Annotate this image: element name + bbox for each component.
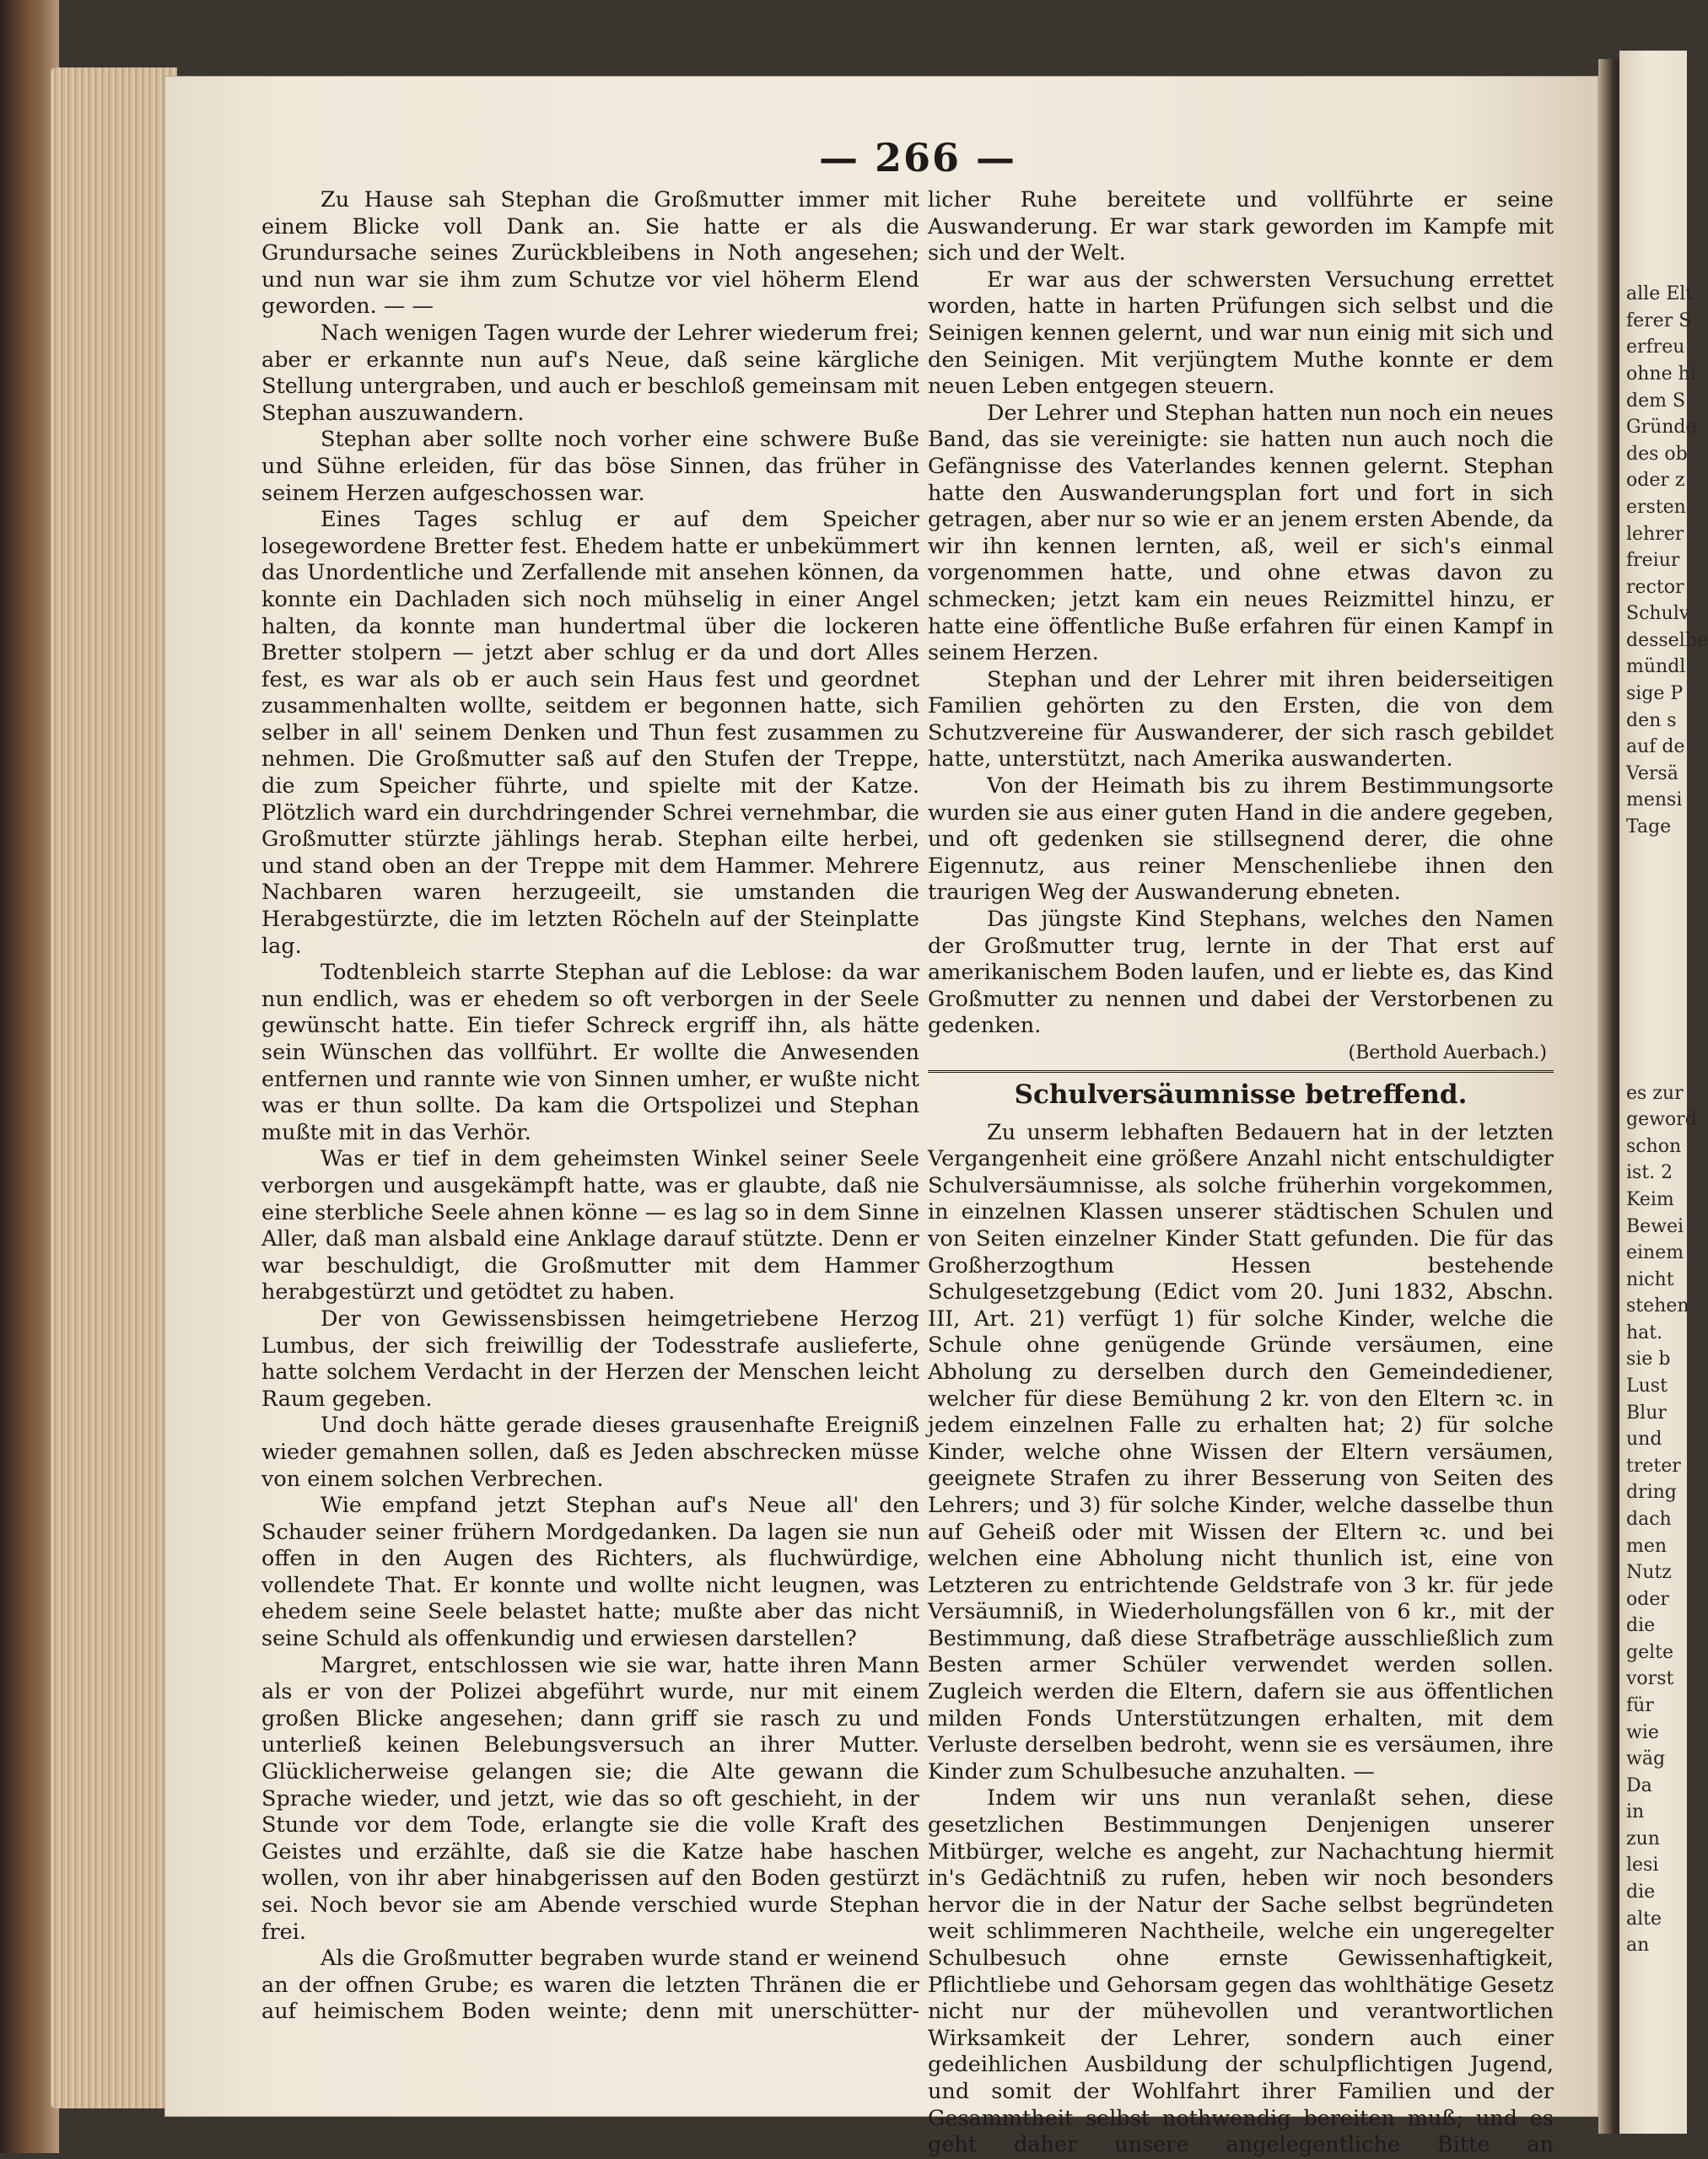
next-page-line: Schulv <box>1626 603 1690 624</box>
next-page-line: und <box>1626 1429 1662 1450</box>
next-page-line: freiur <box>1626 550 1680 571</box>
next-page-line: ohne hi <box>1626 363 1696 385</box>
page-edges <box>51 67 177 2108</box>
paragraph: Zu unserm lebhaften Bedauern hat in der letzten Vergangenheit eine größere Anzahl nicht entschuldigter Schulversäumnisse, als solche früherhin vorgekommen, in einzelnen Klassen unserer städtischen Schulen und von Seiten einzelner Kinder Statt gefunden. Die für das Großherzogthum Hessen bestehende Schulgesetzgebung (Edict vom 20. Juni 1832, Abschn. III, Art. 21) verfügt 1) für solche Kinder, welche die Schule ohne genügende Gründe versäumen, eine Abholung zu derselben durch den Gemeindediener, welcher für diese Bemühung 2 kr. von den Eltern ꝛc. in jedem einzelnen Falle zu erhalten hat; 2) für solche Kinder, welche ohne Wissen der Eltern versäumen, geeignete Strafen zu ihrer Besserung von Seiten des Lehrers; und 3) für solche Kinder, welche dasselbe thun auf Geheiß oder mit Wissen der Eltern ꝛc. und bei welchen eine Abholung nicht thunlich ist, eine von Letzteren zu entrichtende Geldstrafe von 3 kr. für jede Versäumniß, in Wiederholungsfällen von 6 kr., mit der Bestimmung, daß diese Strafbeträge ausschließlich zum Besten armer Schüler verwendet werden sollen. Zugleich werden die Eltern, dafern sie aus öffentlichen milden Fonds Unterstützungen erhalten, mit dem Verluste derselben bedroht, wenn sie es versäumen, ihre Kinder zum Schulbesuche anzuhalten. — <box>928 1119 1554 1785</box>
next-page-line: die <box>1626 1615 1656 1636</box>
paragraph: Eines Tages schlug er auf dem Speicher losegewordene Bretter fest. Ehedem hatte er unbekümmert das Unordentliche und Zerfallende mit ansehen können, da konnte ein Dachladen sich noch mühselig in einer Angel halten, da konnte man hundertmal über die lockeren Bretter stolpern — jetzt aber schlug er da und dort Alles fest, es war als ob er auch sein Haus fest und geordnet zusammenhalten wollte, seitdem er begonnen hatte, sich selber in all' seinem Denken und Thun fest zusammen zu nehmen. Die Großmutter saß auf den Stufen der Treppe, die zum Speicher führte, und spielte mit der Katze. Plötzlich ward ein durchdringender Schrei vernehmbar, die Großmutter stürzte jählings herab. Stephan eilte herbei, und stand oben an der Treppe mit dem Hammer. Mehrere Nachbaren waren herzugeeilt, sie umstanden die Herabgestürzte, die im letzten Röcheln auf der Steinplatte lag. <box>261 507 919 959</box>
next-page-line: oder z <box>1626 470 1685 491</box>
next-page-line: schon <box>1626 1136 1682 1157</box>
left-column <box>261 187 919 2026</box>
paragraph: Nach wenigen Tagen wurde der Lehrer wiederum frei; aber er erkannte nun auf's Neue, daß seine kärgliche Stellung untergraben, und auch er beschloß gemeinsam mit Stephan auszuwandern. <box>261 320 919 426</box>
next-page-line: Da <box>1626 1775 1652 1796</box>
paragraph: Der von Gewissensbissen heimgetriebene Herzog Lumbus, der sich freiwillig der Todesstrafe auslieferte, hatte solchem Verdacht in der Herzen der Menschen leicht Raum gegeben. <box>261 1306 919 1412</box>
next-page-line: Lust <box>1626 1376 1668 1397</box>
paragraph: Stephan aber sollte noch vorher eine schwere Buße und Sühne erleiden, für das böse Sinnen, das früher in seinem Herzen aufgeschossen war. <box>261 427 919 506</box>
next-page-line: Nutz <box>1626 1562 1672 1583</box>
next-page-line: es zur <box>1626 1083 1684 1104</box>
next-page-line: Gründe <box>1626 417 1697 438</box>
next-page-line: nicht <box>1626 1269 1674 1290</box>
next-page-line: erfreu <box>1626 337 1685 358</box>
next-page-line: dring <box>1626 1482 1677 1503</box>
next-page-line: zun <box>1626 1828 1660 1849</box>
next-page-line: in <box>1626 1801 1645 1822</box>
next-page-line: wie <box>1626 1722 1659 1743</box>
section-heading: Schulversäumnisse betreffend. <box>928 1070 1554 1115</box>
next-page-line: einem <box>1626 1242 1684 1263</box>
paragraph: Zu Hause sah Stephan die Großmutter immer mit einem Blicke voll Dank an. Sie hatte er als die Grundursache seines Zurückbleibens in Noth angesehen; und nun war sie ihm zum Schutze vor viel höherm Elend geworden. — — <box>261 187 919 320</box>
next-page-line: geword <box>1626 1109 1697 1130</box>
paragraph: Als die Großmutter begraben wurde stand er weinend an der offnen Grube; es waren die letzten Thränen die er auf heimischem Boden weinte; denn mit unerschütter- <box>261 1946 919 2025</box>
paragraph: Wie empfand jetzt Stephan auf's Neue all' den Schauder seiner frühern Mordgedanken. Da lagen sie nun offen in den Augen des Richters, als fluchwürdige, vollendete That. Er konnte und wollte nicht leugnen, was ehedem seine Seele belastet hatte; mußte aber das nicht seine Schuld als offenkundig und erwiesen darstellen? <box>261 1493 919 1652</box>
paragraph: Margret, entschlossen wie sie war, hatte ihren Mann als er von der Polizei abgeführt wurde, nur mit einem großen Blicke angesehen; dann griff sie rasch zu und unterließ keinen Belebungsversuch an ihrer Mutter. Glücklicherweise gelangen sie; die Alte gewann die Sprache wieder, und jetzt, wie das so oft geschieht, in der Stunde vor dem Tode, erlangte sie die volle Kraft des Geistes und erzählte, daß sie die Katze habe haschen wollen, von ihr aber hinabgerissen auf den Boden gestürzt sei. Noch bevor sie am Abende verschied wurde Stephan frei. <box>261 1652 919 1945</box>
paragraph: Das jüngste Kind Stephans, welches den Namen der Großmutter trug, lernte in der That erst auf amerikanischem Boden laufen, und er liebte es, das Kind Großmutter zu nennen und dabei der Verstorbenen zu gedenken. <box>928 907 1554 1039</box>
next-page-line: gelte <box>1626 1642 1673 1663</box>
next-page-line: dach <box>1626 1509 1672 1530</box>
author-attribution: (Berthold Auerbach.) <box>1348 1042 1547 1063</box>
next-page-line: ersten <box>1626 497 1686 518</box>
next-page-line: mensi <box>1626 789 1683 810</box>
section-body <box>928 1120 1554 2159</box>
next-page-line: alte <box>1626 1909 1662 1930</box>
next-page-line: des ob <box>1626 444 1688 465</box>
next-page-line: desselbe <box>1626 630 1708 651</box>
next-page-line: men <box>1626 1536 1668 1557</box>
next-page-line: Bewei <box>1626 1216 1684 1237</box>
next-page-line: Keim <box>1626 1189 1674 1210</box>
paragraph: Von der Heimath bis zu ihrem Bestimmungsorte wurden sie aus einer guten Hand in die andere gegeben, und oft gedenken sie stillsegnend derer, die ohne Eigennutz, aus reiner Menschenliebe ihnen den traurigen Weg der Auswanderung ebneten. <box>928 773 1554 906</box>
next-page-line: oder <box>1626 1589 1669 1610</box>
paragraph: Er war aus der schwersten Versuchung errettet worden, hatte in harten Prüfungen sich selbst und die Seinigen kennen gelernt, und war nun einig mit sich und den Seinigen. Mit verjüngtem Muthe konnte er dem neuen Leben entgegen steuern. <box>928 267 1554 400</box>
next-page-line: ferer S <box>1626 310 1692 331</box>
next-page-line: die <box>1626 1882 1656 1903</box>
next-page-line: Versä <box>1626 763 1678 784</box>
next-page-line: Blur <box>1626 1403 1667 1424</box>
story-continuation <box>928 187 1554 1040</box>
next-page-line: rector <box>1626 577 1684 598</box>
paragraph: Indem wir uns nun veranlaßt sehen, diese gesetzlichen Bestimmungen Denjenigen unserer Mitbürger, welche es angeht, zur Nachachtung hiermit in's Gedächtniß zu rufen, heben wir noch besonders hervor die in der Natur der Sache selbst begründeten weit schlimmeren Nachtheile, welche ein ungeregelter Schulbesuch ohne ernste Gewissenhaftigkeit, Pflichtliebe und Gehorsam gegen das wohlthätige Gesetz nicht nur der mühevollen und verantwortlichen Wirksamkeit der Lehrer, sondern auch einer gedeihlichen Ausbildung der schulpflichtigen Jugend, und somit der Wohlfahrt ihrer Familien und der Gesammtheit selbst nothwendig bereiten muß; und es geht daher unsere angelegentliche Bitte an <box>928 1785 1554 2158</box>
next-page-line: den s <box>1626 710 1677 731</box>
next-page-line: auf de <box>1626 736 1685 757</box>
next-page-line: dem S <box>1626 390 1686 412</box>
next-page-line: lehrer <box>1626 524 1684 545</box>
next-page-line: für <box>1626 1695 1654 1716</box>
paragraph: Todtenbleich starrte Stephan auf die Leblose: da war nun endlich, was er ehedem so oft verborgen in der Seele gewünscht hatte. Ein tiefer Schreck ergriff ihn, als hätte sein Wünschen das vollführt. Er wollte die Anwesenden entfernen und rannte wie von Sinnen umher, er wußte nicht was er thun sollte. Da kam die Ortspolizei und Stephan mußte mit in das Verhör. <box>261 960 919 1145</box>
paragraph: Und doch hätte gerade dieses grausenhafte Ereigniß wieder gemahnen sollen, daß es Jeden abschrecken müsse von einem solchen Verbrechen. <box>261 1413 919 1492</box>
paragraph: Was er tief in dem geheimsten Winkel seiner Seele verborgen und ausgekämpft hatte, was er glaubte, daß nie eine sterbliche Seele ahnen könne — es lag so in dem Sinne Aller, daß man alsbald eine Anklage darauf stützte. Denn er war beschuldigt, die Großmutter mit dem Hammer herabgestürzt und getödtet zu haben. <box>261 1146 919 1306</box>
next-page-line: alle Elt <box>1626 283 1694 304</box>
next-page-line: ist. 2 <box>1626 1162 1673 1183</box>
paragraph: Stephan und der Lehrer mit ihren beiderseitigen Familien gehörten zu den Ersten, die von dem Schutzvereine für Auswanderer, der sich rasch gebildet hatte, unterstützt, nach Amerika auswanderten. <box>928 666 1554 773</box>
next-page-line: vorst <box>1626 1668 1674 1689</box>
page-number: — 266 — <box>818 135 1017 180</box>
next-page-line: lesi <box>1626 1855 1659 1876</box>
next-page-line: sige P <box>1626 683 1684 704</box>
paragraph: Der Lehrer und Stephan hatten nun noch ein neues Band, das sie vereinigte: sie hatten nun auch noch die Gefängnisse des Vaterlandes kennen gelernt. Stephan hatte den Auswanderungsplan fort und fort in sich getragen, aber nur so wie er an jenem ersten Abende, da wir ihn kennen lernten, aß, weil er sich's einmal vorgenommen hatte, und ohne etwas davon zu schmecken; jetzt kam ein neues Reizmittel hinzu, er hatte eine öffentliche Buße erfahren für einen Kampf in seinem Herzen. <box>928 400 1554 666</box>
next-page-fragment <box>1619 51 1708 2134</box>
next-page-line: Tage <box>1626 816 1672 837</box>
next-page-line: mündl <box>1626 656 1686 677</box>
next-page-line: sie b <box>1626 1349 1671 1370</box>
next-page-line: an <box>1626 1935 1650 1956</box>
next-page-line: wäg <box>1626 1748 1666 1769</box>
paragraph: licher Ruhe bereitete und vollführte er seine Auswanderung. Er war stark geworden im Kampfe mit sich und der Welt. <box>928 187 1554 267</box>
right-column <box>928 187 1554 2159</box>
next-page-line: treter <box>1626 1456 1681 1477</box>
next-page-line: hat. <box>1626 1322 1663 1343</box>
next-page-line: stehen <box>1626 1295 1689 1316</box>
